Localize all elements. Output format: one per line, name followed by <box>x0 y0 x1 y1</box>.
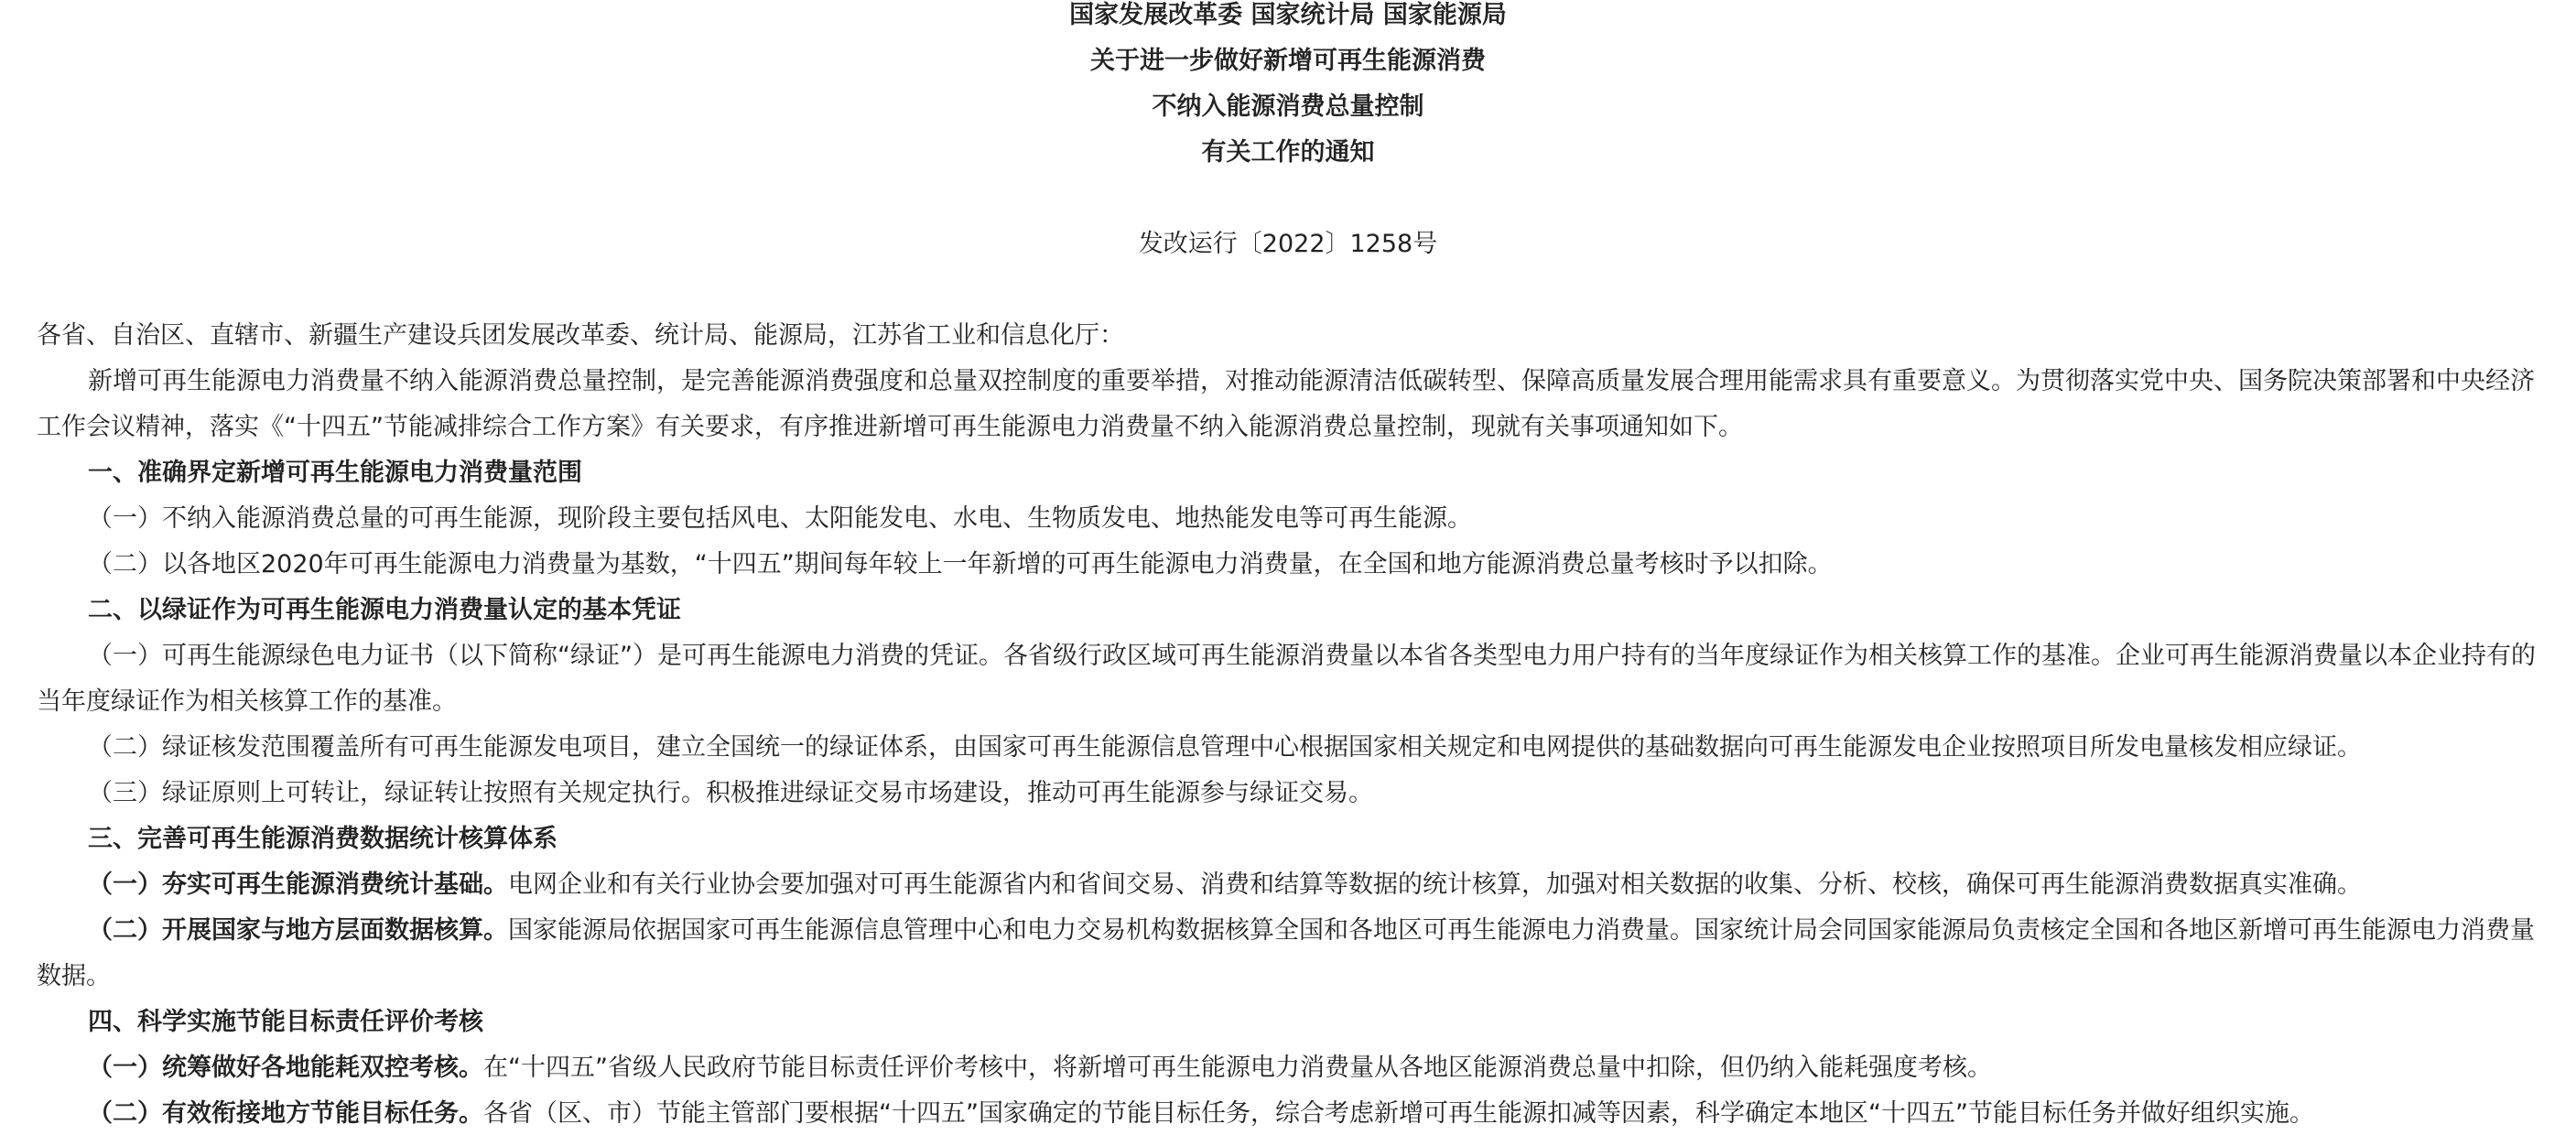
section-1-item-2 <box>37 542 2539 588</box>
section-4-item-1 <box>37 1045 2539 1091</box>
section-2-item-2 <box>37 725 2539 771</box>
section-1-item-1 <box>37 496 2539 542</box>
section-2-heading: 二、以绿证作为可再生能源电力消费量认定的基本凭证 <box>88 596 681 624</box>
section-3-item-1 <box>37 862 2539 908</box>
document-number: 发改运行〔2022〕1258号 <box>1138 230 1438 258</box>
title-line-1: 关于进一步做好新增可再生能源消费 <box>1090 47 1486 75</box>
item-text: 国家能源局依据国家可再生能源信息管理中心和电力交易机构数据核算全国和各地区可再生能源电力消费量。国家统计局会同国家能源局负责核定全国和各地区新增可再生能源电力消费量数据。 <box>37 916 2535 990</box>
intro-paragraph: 新增可再生能源电力消费量不纳入能源消费总量控制，是完善能源消费强度和总量双控制度的重要举措，对推动能源清洁低碳转型、保障高质量发展合理用能需求具有重要意义。为贯彻落实党中央、国务院决策部署和中央经济工作会议精神，落实《“十四五”节能减排综合工作方案》有关要求，有序推进新增可再生能源电力消费量不纳入能源消费总量控制，现就有关事项通知如下。 <box>37 367 2535 441</box>
section-2-item-3 <box>37 771 2539 816</box>
item-text: 各省（区、市）节能主管部门要根据“十四五”国家确定的节能目标任务，综合考虑新增可再生能源扣减等因素，科学确定本地区“十四五”节能目标任务并做好组织实施。 <box>483 1099 2314 1128</box>
item-lead: （一）统筹做好各地能耗双控考核。 <box>88 1054 483 1082</box>
addressee: 各省、自治区、直辖市、新疆生产建设兵团发展改革委、统计局、能源局，江苏省工业和信息化厅： <box>37 321 1124 350</box>
item-text: （一）不纳入能源消费总量的可再生能源，现阶段主要包括风电、太阳能发电、水电、生物质发电、地热能发电等可再生能源。 <box>88 504 1472 533</box>
section-1-heading: 一、准确界定新增可再生能源电力消费量范围 <box>88 459 582 487</box>
item-lead: （二）有效衔接地方节能目标任务。 <box>88 1099 483 1128</box>
section-2-item-1 <box>37 633 2539 725</box>
section-3-item-2 <box>37 908 2539 1000</box>
title-line-3: 有关工作的通知 <box>1201 138 1375 167</box>
section-3-heading: 三、完善可再生能源消费数据统计核算体系 <box>88 825 557 853</box>
item-text: 在“十四五”省级人民政府节能目标责任评价考核中，将新增可再生能源电力消费量从各地区能源消费总量中扣除，但仍纳入能耗强度考核。 <box>483 1054 1992 1082</box>
section-4-item-2 <box>37 1091 2539 1137</box>
item-text: （二）以各地区2020年可再生能源电力消费量为基数，“十四五”期间每年较上一年新增的可再生能源电力消费量，在全国和地方能源消费总量考核时予以扣除。 <box>88 550 1833 578</box>
item-lead: （一）夯实可再生能源消费统计基础。 <box>88 870 508 899</box>
section-4-heading: 四、科学实施节能目标责任评价考核 <box>88 1008 483 1036</box>
item-text: （三）绿证原则上可转让，绿证转让按照有关规定执行。积极推进绿证交易市场建设，推动可再生能源参与绿证交易。 <box>88 779 1373 807</box>
issuing-agencies: 国家发展改革委 国家统计局 国家能源局 <box>1069 1 1507 29</box>
item-text: 电网企业和有关行业协会要加强对可再生能源省内和省间交易、消费和结算等数据的统计核算，加强对相关数据的收集、分析、校核，确保可再生能源消费数据真实准确。 <box>508 870 2362 899</box>
item-text: （二）绿证核发范围覆盖所有可再生能源发电项目，建立全国统一的绿证体系，由国家可再生能源信息管理中心根据国家相关规定和电网提供的基础数据向可再生能源发电企业按照项目所发电量核发相应绿证。 <box>88 733 2362 762</box>
item-text: （一）可再生能源绿色电力证书（以下简称“绿证”）是可再生能源电力消费的凭证。各省级行政区域可再生能源消费量以本省各类型电力用户持有的当年度绿证作为相关核算工作的基准。企业可再生能源消费量以本企业持有的当年度绿证作为相关核算工作的基准。 <box>37 642 2536 716</box>
document-header <box>37 0 2539 176</box>
title-line-2: 不纳入能源消费总量控制 <box>1152 92 1424 121</box>
item-lead: （二）开展国家与地方层面数据核算。 <box>88 916 508 945</box>
